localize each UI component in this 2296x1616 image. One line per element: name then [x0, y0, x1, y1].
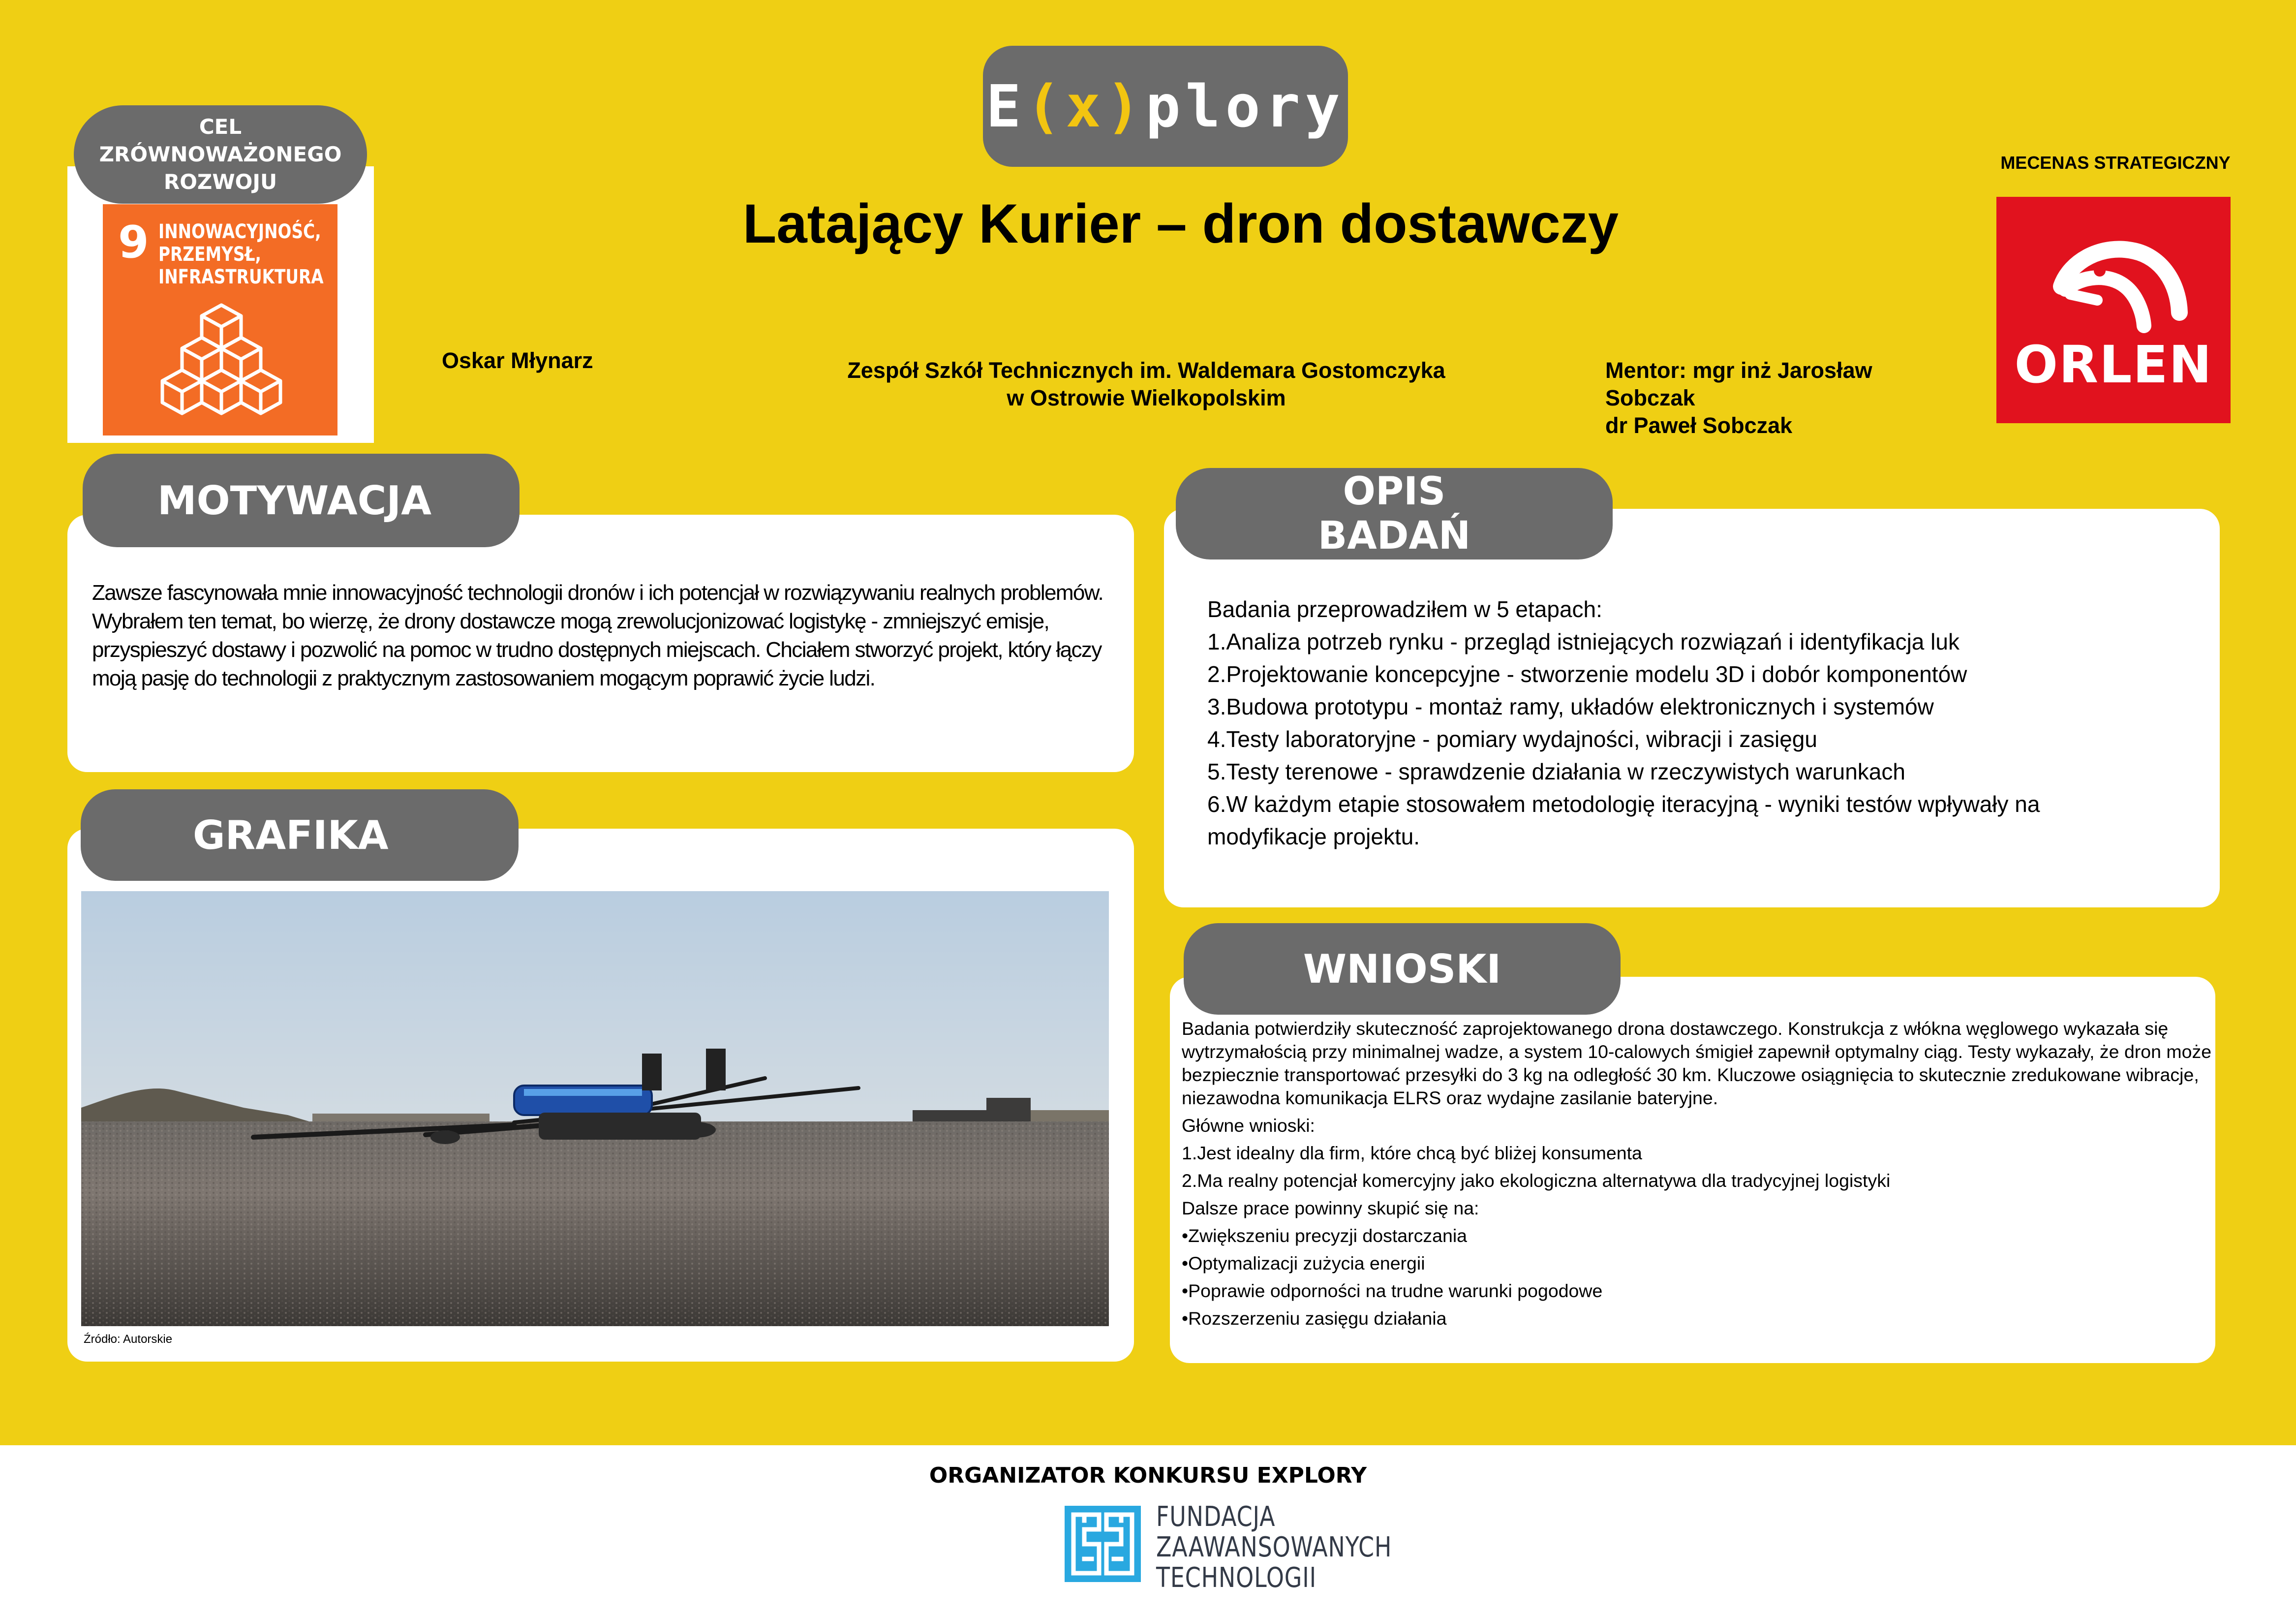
wnioski-line: •Zwiększeniu precyzji dostarczania	[1182, 1225, 1468, 1246]
sdg-text-line: PRZEMYSŁ,	[158, 243, 262, 266]
school-name	[767, 357, 1525, 412]
opis-line: 1.Analiza potrzeb rynku - przegląd istniejących rozwiązań i identyfikacja luk	[1207, 629, 1959, 654]
school-line: Zespół Szkół Technicznych im. Waldemara Gostomczyka	[847, 358, 1445, 383]
author-name: Oskar Młynarz	[442, 348, 593, 373]
wnioski-intro: Badania potwierdziły skuteczność zaprojektowanego drona dostawczego. Konstrukcja z włókna węglowego wykazała się wytrzymałością przy minimalnej wadze, a system 10-calowych śmigieł zapewnił optymalny ciąg. Testy wykazały, że dron może bezpiecznie transportować przesyłki do 3 kg na odległość 30 km. Kluczowe osiągnięcia to skutecznie zredukowane wibracje, niezawodna komunikacja ELRS oraz wydajne zasilanie bateryjne.	[1182, 1018, 2212, 1108]
opis-line: 2.Projektowanie koncepcyjne - stworzenie modelu 3D i dobór komponentów	[1207, 661, 1967, 687]
mentor-line: Mentor: mgr inż Jarosław	[1605, 358, 1872, 383]
organizer-label: ORGANIZATOR KONKURSU EXPLORY	[929, 1463, 1367, 1488]
wnioski-line: Dalsze prace powinny skupić się na:	[1182, 1198, 1479, 1218]
sdg-text-line: INNOWACYJNOŚĆ,	[158, 220, 321, 243]
mentor-info	[1605, 357, 1950, 439]
grafika-heading: GRAFIKA	[81, 789, 519, 881]
foundation-line: TECHNOLOGII	[1156, 1562, 1316, 1594]
wnioski-line: •Rozszerzeniu zasięgu działania	[1182, 1308, 1447, 1329]
opis-heading-line: BADAŃ	[1317, 514, 1471, 558]
logo-letter-e: E	[986, 72, 1026, 140]
sdg-label-pill	[74, 105, 367, 204]
opis-line: Badania przeprowadziłem w 5 etapach:	[1207, 596, 1602, 622]
sdg-text-line: INFRASTRUKTURA	[158, 266, 324, 288]
poster-title: Latający Kurier – dron dostawczy	[742, 193, 1619, 254]
wnioski-heading: WNIOSKI	[1184, 923, 1621, 1015]
wnioski-line: 2.Ma realny potencjał komercyjny jako ekologiczna alternatywa dla tradycyjnej logistyki	[1182, 1170, 1891, 1191]
wnioski-text	[1182, 1017, 2219, 1332]
orlen-wordmark: ORLEN	[2014, 335, 2213, 395]
wnioski-line: 1.Jest idealny dla firm, które chcą być bliżej konsumenta	[1182, 1143, 1642, 1163]
mentor-line: Sobczak	[1605, 385, 1695, 410]
wnioski-line: Główne wnioski:	[1182, 1115, 1315, 1136]
maze-icon	[1065, 1506, 1141, 1582]
wnioski-line: •Poprawie odporności na trudne warunki pogodowe	[1182, 1280, 1603, 1301]
mentor-line: dr Paweł Sobczak	[1605, 413, 1793, 438]
cubes-icon	[157, 300, 285, 428]
foundation-name	[1156, 1502, 1392, 1593]
foundation-line: ZAAWANSOWANYCH	[1156, 1531, 1392, 1563]
sdg-goal-text	[158, 220, 324, 288]
school-line: w Ostrowie Wielkopolskim	[1007, 385, 1286, 410]
logo-x: x	[1066, 72, 1106, 140]
drone-photo	[81, 891, 1109, 1326]
sponsor-label: MECENAS STRATEGICZNY	[2000, 153, 2231, 173]
opis-heading	[1176, 468, 1613, 559]
opis-line: 4.Testy laboratoryjne - pomiary wydajności, wibracji i zasięgu	[1207, 726, 1817, 752]
sdg-number: 9	[118, 217, 149, 268]
explory-logo	[983, 46, 1348, 167]
sdg-label-line: CEL	[199, 115, 242, 139]
logo-paren-close: )	[1105, 72, 1146, 140]
foundation-line: FUNDACJA	[1156, 1501, 1276, 1533]
opis-text	[1207, 593, 2191, 853]
wnioski-line: •Optymalizacji zużycia energii	[1182, 1253, 1425, 1274]
opis-line: 6.W każdym etapie stosowałem metodologię iteracyjną - wyniki testów wpływały na modyfikacje projektu.	[1207, 791, 2040, 849]
opis-line: 3.Budowa prototypu - montaż ramy, układów elektronicznych i systemów	[1207, 694, 1934, 719]
opis-heading-line: OPIS	[1343, 469, 1446, 514]
logo-plory: plory	[1145, 72, 1345, 140]
motywacja-text: Zawsze fascynowała mnie innowacyjność technologii dronów i ich potencjał w rozwiązywaniu realnych problemów. Wybrałem ten temat, bo wierzę, że drony dostawcze mogą zrewolucjonizować logistykę - zmniejszyć emisje, przyspieszyć dostawy i pozwolić na pomoc w trudno dostępnych miejscach. Chciałem stworzyć projekt, który łączy moją pasję do technologii z praktycznym zastosowaniem mogącym poprawić życie ludzi.	[92, 581, 1103, 690]
motywacja-heading: MOTYWACJA	[83, 454, 520, 547]
sdg-label-line: ZRÓWNOWAŻONEGO	[99, 142, 342, 166]
logo-paren-open: (	[1026, 72, 1066, 140]
eagle-icon	[1996, 197, 2231, 344]
sdg-label-line: ROZWOJU	[163, 170, 277, 194]
photo-caption: Źródło: Autorskie	[84, 1333, 173, 1346]
opis-line: 5.Testy terenowe - sprawdzenie działania w rzeczywistych warunkach	[1207, 759, 1905, 784]
